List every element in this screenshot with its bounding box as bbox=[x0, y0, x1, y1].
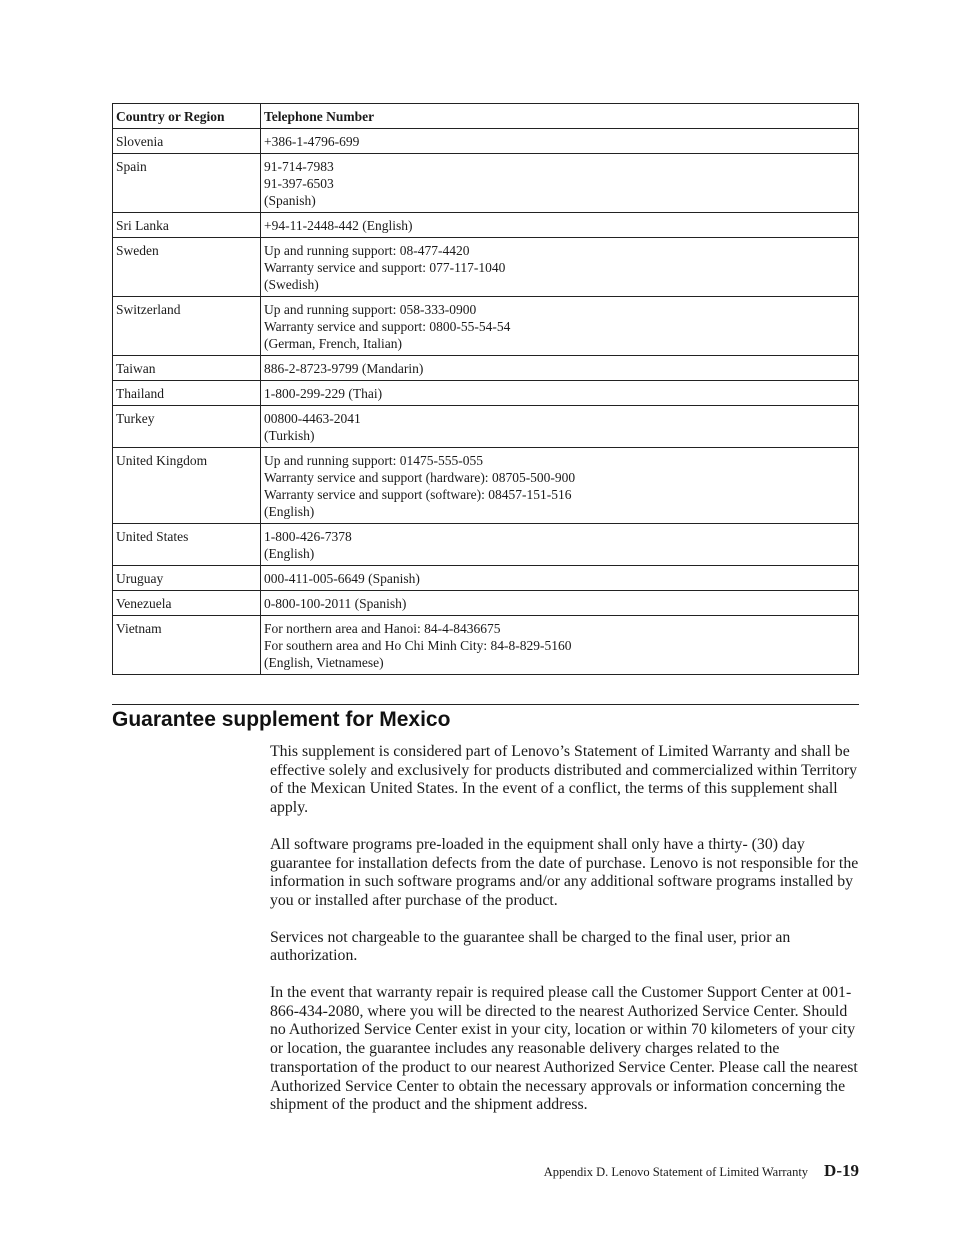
table-row bbox=[113, 448, 859, 524]
telephone-line: 91-397-6503 bbox=[264, 176, 334, 191]
telephone-line: 1-800-299-229 (Thai) bbox=[264, 386, 383, 401]
table-row bbox=[113, 356, 859, 381]
telephone-cell bbox=[261, 448, 859, 524]
telephone-line: (Swedish) bbox=[264, 277, 319, 292]
country-cell: Taiwan bbox=[113, 356, 261, 381]
table-row bbox=[113, 381, 859, 406]
country-cell: Vietnam bbox=[113, 616, 261, 675]
table-row bbox=[113, 213, 859, 238]
telephone-line: (Turkish) bbox=[264, 428, 315, 443]
table-row bbox=[113, 524, 859, 566]
paragraph: All software programs pre-loaded in the equipment shall only have a thirty- (30) day guarantee for installation defects from the date of purchase. Lenovo is not responsible for the information in such software programs and/or any additional software programs installed by you or installed after purchase of the product. bbox=[270, 835, 859, 909]
telephone-line: (Spanish) bbox=[264, 193, 316, 208]
telephone-cell bbox=[261, 591, 859, 616]
telephone-cell bbox=[261, 154, 859, 213]
telephone-line: Warranty service and support: 0800-55-54-54 bbox=[264, 319, 511, 334]
table-body bbox=[113, 129, 859, 675]
telephone-line: 00800-4463-2041 bbox=[264, 411, 361, 426]
table-row bbox=[113, 129, 859, 154]
paragraph: In the event that warranty repair is required please call the Customer Support Center at 001-866-434-2080, where you will be directed to the nearest Authorized Service Center. Should no Authorized Service Center exist in your city, location or within 70 kilometers of your city or location, the guarantee includes any reasonable delivery charges related to the transportation of the product to our nearest Authorized Service Center. Please call the nearest Authorized Service Center to obtain the necessary approvals or information concerning the shipment of the product and the shipment address. bbox=[270, 984, 858, 1114]
paragraph: Services not chargeable to the guarantee shall be charged to the final user, prior an authorization. bbox=[270, 928, 791, 965]
section-body bbox=[270, 743, 862, 1133]
telephone-line: (English) bbox=[264, 546, 315, 561]
country-cell: Turkey bbox=[113, 406, 261, 448]
table-row bbox=[113, 297, 859, 356]
table-row bbox=[113, 566, 859, 591]
country-cell: Spain bbox=[113, 154, 261, 213]
telephone-line: Up and running support: 058-333-0900 bbox=[264, 302, 477, 317]
telephone-line: Warranty service and support (software): 08457-151-516 bbox=[264, 487, 572, 502]
telephone-line: Warranty service and support (hardware): 08705-500-900 bbox=[264, 470, 576, 485]
column-header-telephone: Telephone Number bbox=[261, 104, 859, 129]
telephone-line: (English, Vietnamese) bbox=[264, 655, 384, 670]
paragraph: This supplement is considered part of Lenovo’s Statement of Limited Warranty and shall be effective solely and exclusively for products distributed and commercialized within Territory of the Mexican United States. In the event of a conflict, the terms of this supplement shall apply. bbox=[270, 743, 857, 817]
telephone-cell bbox=[261, 213, 859, 238]
table-row bbox=[113, 616, 859, 675]
page-number: D-19 bbox=[824, 1161, 859, 1180]
telephone-line: 0-800-100-2011 (Spanish) bbox=[264, 596, 407, 611]
country-cell: Thailand bbox=[113, 381, 261, 406]
telephone-line: Up and running support: 08-477-4420 bbox=[264, 243, 470, 258]
table-row bbox=[113, 238, 859, 297]
telephone-line: 91-714-7983 bbox=[264, 159, 334, 174]
telephone-cell bbox=[261, 129, 859, 154]
telephone-cell bbox=[261, 297, 859, 356]
telephone-line: Up and running support: 01475-555-055 bbox=[264, 453, 483, 468]
country-cell: Uruguay bbox=[113, 566, 261, 591]
phone-number-table bbox=[112, 103, 859, 675]
telephone-line: Warranty service and support: 077-117-1040 bbox=[264, 260, 506, 275]
footer-text: Appendix D. Lenovo Statement of Limited Warranty bbox=[543, 1165, 809, 1179]
country-cell: Sweden bbox=[113, 238, 261, 297]
table-row bbox=[113, 591, 859, 616]
table-row bbox=[113, 154, 859, 213]
country-cell: United Kingdom bbox=[113, 448, 261, 524]
country-cell: Sri Lanka bbox=[113, 213, 261, 238]
page-footer bbox=[544, 1161, 859, 1181]
country-cell: Slovenia bbox=[113, 129, 261, 154]
telephone-cell bbox=[261, 406, 859, 448]
telephone-cell bbox=[261, 381, 859, 406]
section-title: Guarantee supplement for Mexico bbox=[112, 708, 451, 731]
telephone-cell bbox=[261, 524, 859, 566]
telephone-line: 886-2-8723-9799 (Mandarin) bbox=[264, 361, 424, 376]
section-divider bbox=[112, 704, 859, 705]
telephone-cell bbox=[261, 238, 859, 297]
country-cell: Switzerland bbox=[113, 297, 261, 356]
telephone-line: For southern area and Ho Chi Minh City: 84-8-829-5160 bbox=[264, 638, 572, 653]
telephone-line: +94-11-2448-442 (English) bbox=[264, 218, 413, 233]
country-cell: Venezuela bbox=[113, 591, 261, 616]
telephone-line: 000-411-005-6649 (Spanish) bbox=[264, 571, 420, 586]
telephone-cell bbox=[261, 356, 859, 381]
table-header-row bbox=[113, 104, 859, 129]
telephone-cell bbox=[261, 616, 859, 675]
column-header-country: Country or Region bbox=[113, 104, 261, 129]
telephone-line: 1-800-426-7378 bbox=[264, 529, 352, 544]
telephone-line: (English) bbox=[264, 504, 315, 519]
telephone-line: For northern area and Hanoi: 84-4-8436675 bbox=[264, 621, 501, 636]
telephone-cell bbox=[261, 566, 859, 591]
table-row bbox=[113, 406, 859, 448]
country-cell: United States bbox=[113, 524, 261, 566]
telephone-line: (German, French, Italian) bbox=[264, 336, 402, 351]
telephone-line: +386-1-4796-699 bbox=[264, 134, 360, 149]
